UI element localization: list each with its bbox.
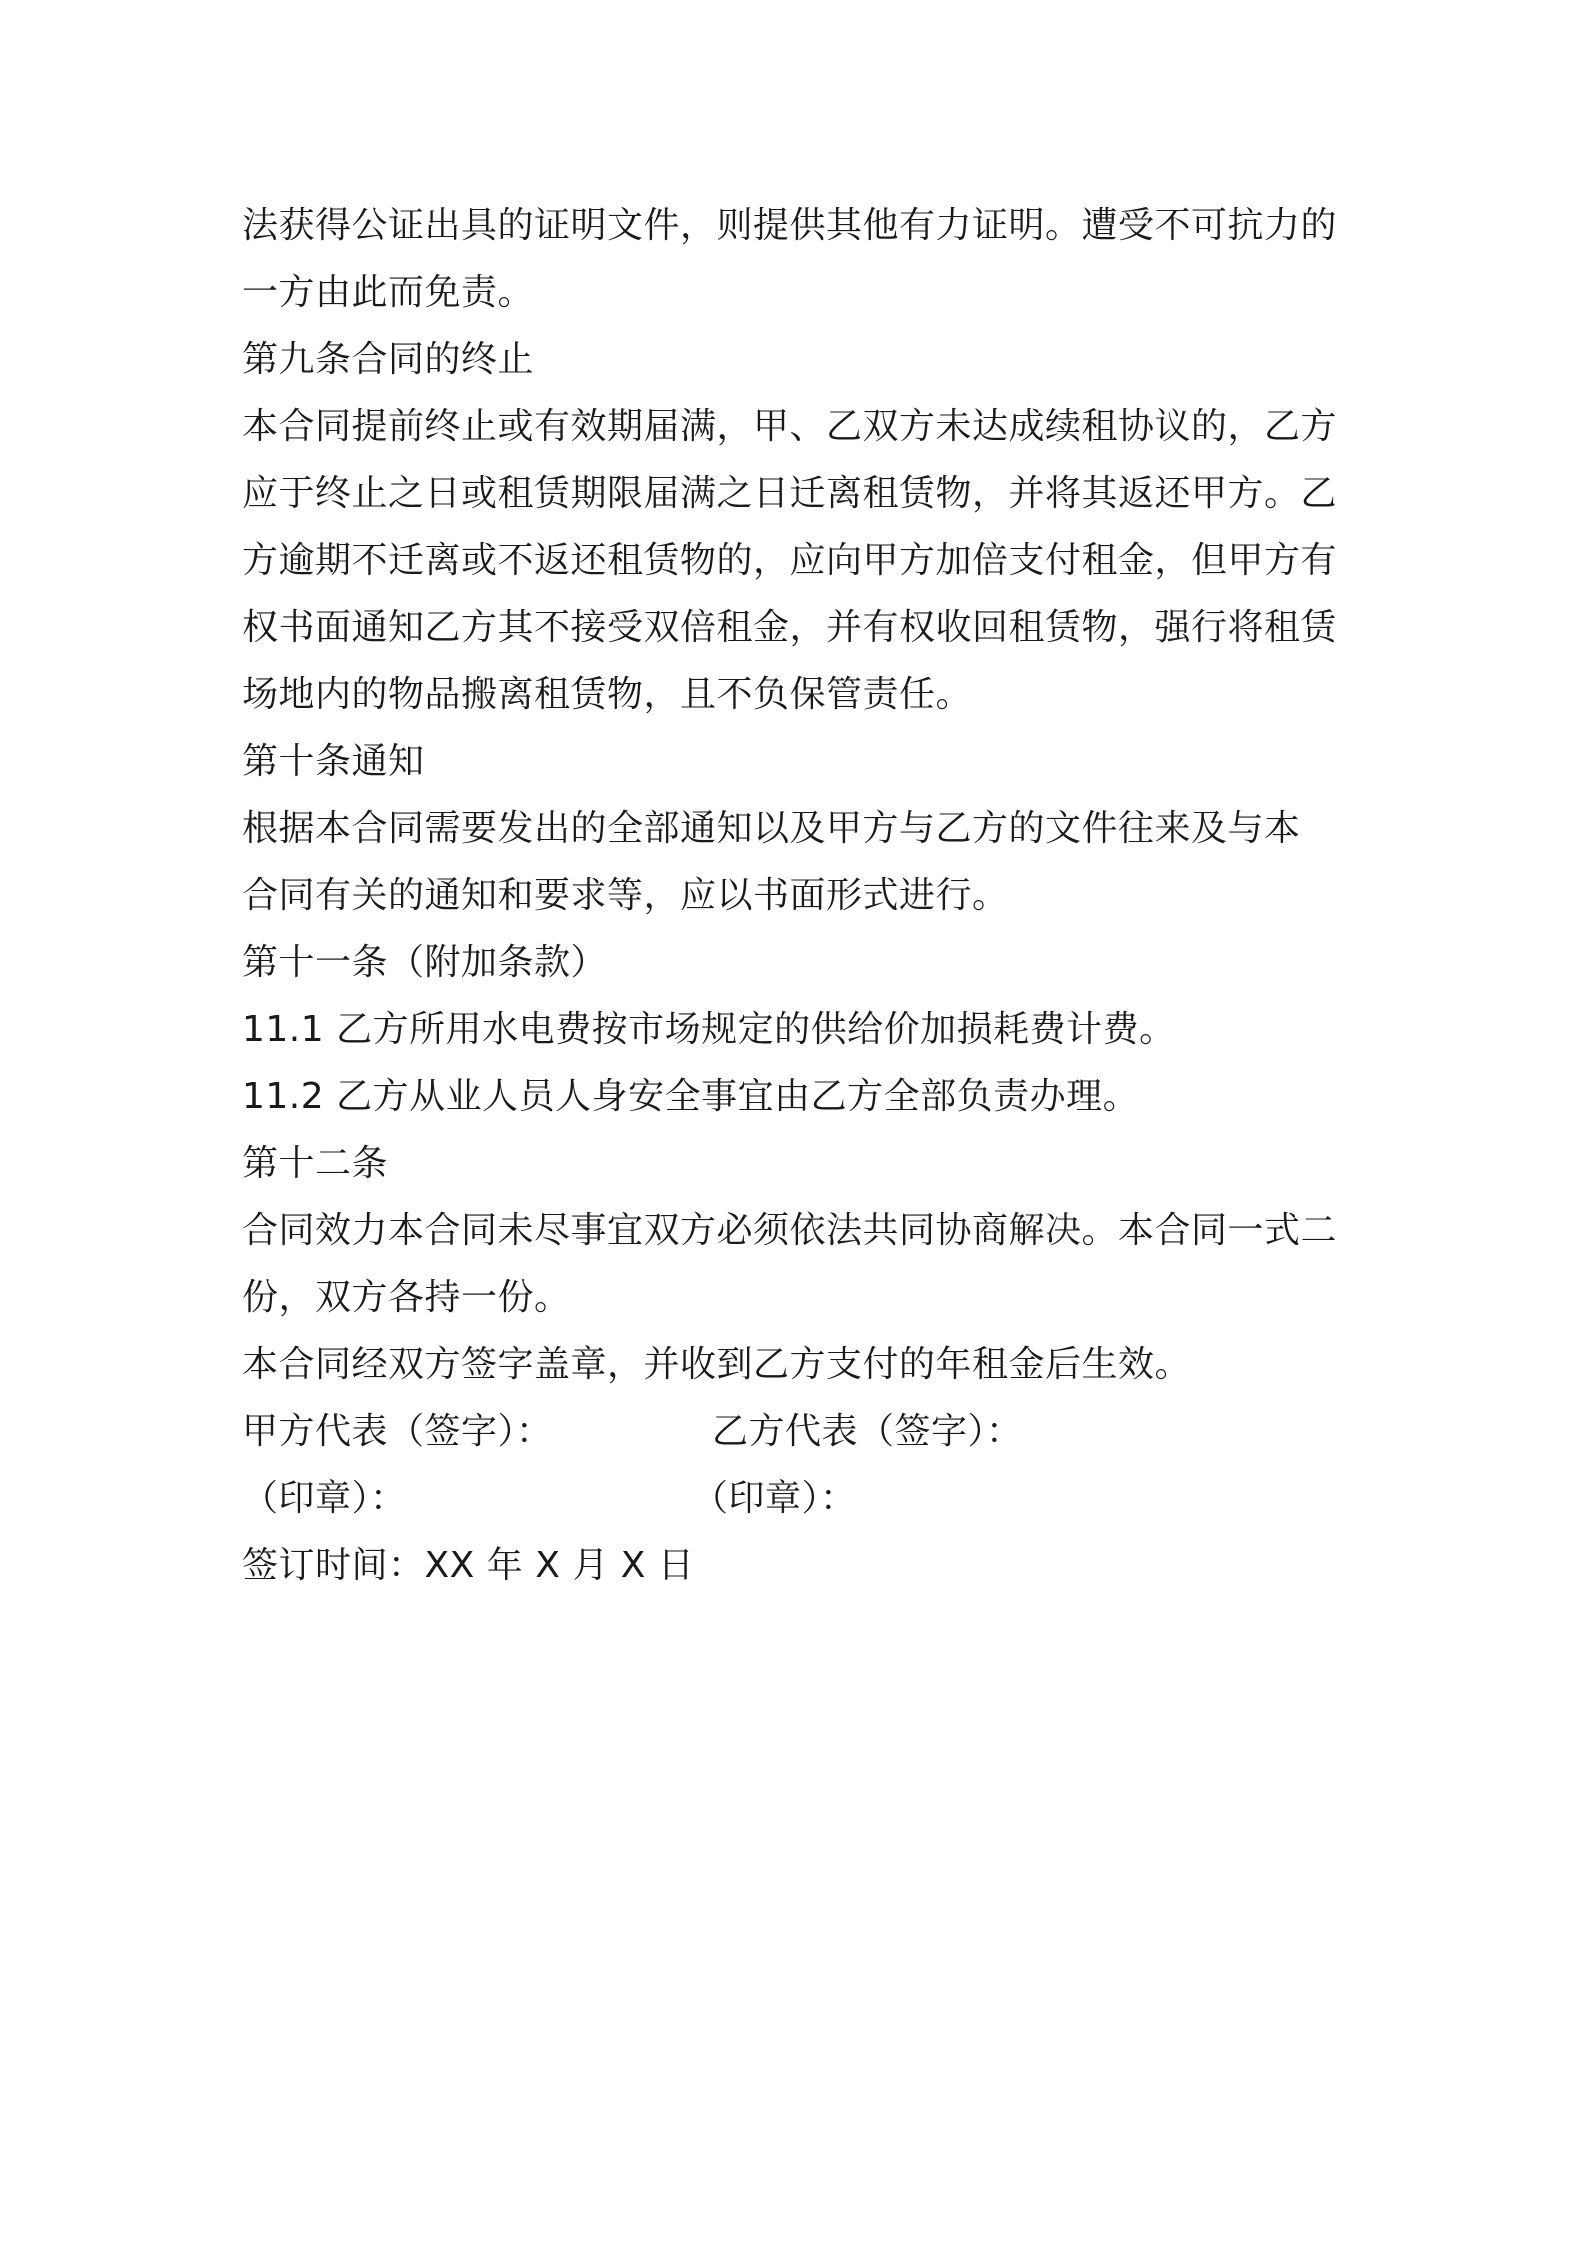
article-12-body	[242, 1197, 1362, 1331]
document-body	[242, 192, 1362, 1599]
text-line: 方逾期不迁离或不返还租赁物的，应向甲方加倍支付租金，但甲方有	[242, 540, 1338, 581]
clause-11-1: 11.1 乙方所用水电费按市场规定的供给价加损耗费计费。	[242, 1009, 1176, 1050]
article-10-heading: 第十条通知	[242, 741, 425, 782]
text-line: 场地内的物品搬离租赁物，且不负保管责任。	[242, 674, 973, 715]
article-11-heading: 第十一条（附加条款）	[242, 942, 608, 983]
text-line: 合同效力本合同未尽事宜双方必须依法共同协商解决。本合同一式二	[242, 1210, 1338, 1251]
text-line: 本合同提前终止或有效期届满，甲、乙双方未达成续租协议的，乙方	[242, 406, 1338, 447]
party-b-representative-label: 乙方代表（签字）：	[712, 1411, 1023, 1452]
article-9-heading: 第九条合同的终止	[242, 339, 535, 380]
article-12-heading: 第十二条	[242, 1143, 389, 1184]
continuation-paragraph	[242, 192, 1362, 326]
party-b-seal-label: （印章）：	[692, 1478, 857, 1519]
party-a-representative-label: 甲方代表（签字）：	[242, 1411, 553, 1452]
signature-row	[242, 1398, 1362, 1465]
text-line: 权书面通知乙方其不接受双倍租金，并有权收回租赁物，强行将租赁	[242, 607, 1338, 648]
text-line: 应于终止之日或租赁期限届满之日迁离租赁物，并将其返还甲方。乙	[242, 473, 1338, 514]
party-a-seal-label: （印章）：	[242, 1478, 407, 1519]
text-line: 根据本合同需要发出的全部通知以及甲方与乙方的文件往来及与本	[242, 808, 1301, 849]
text-line: 法获得公证出具的证明文件，则提供其他有力证明。遭受不可抗力的	[242, 205, 1338, 246]
text-line: 合同有关的通知和要求等，应以书面形式进行。	[242, 875, 1009, 916]
article-10-body	[242, 795, 1362, 929]
effective-clause: 本合同经双方签字盖章，并收到乙方支付的年租金后生效。	[242, 1344, 1192, 1385]
text-line: 一方由此而免责。	[242, 272, 535, 313]
clause-11-2: 11.2 乙方从业人员人身安全事宜由乙方全部负责办理。	[242, 1076, 1140, 1117]
signing-time: 签订时间：XX 年 X 月 X 日	[242, 1545, 695, 1586]
text-line: 份，双方各持一份。	[242, 1277, 571, 1318]
seal-row	[242, 1465, 1362, 1532]
article-9-body	[242, 393, 1362, 728]
